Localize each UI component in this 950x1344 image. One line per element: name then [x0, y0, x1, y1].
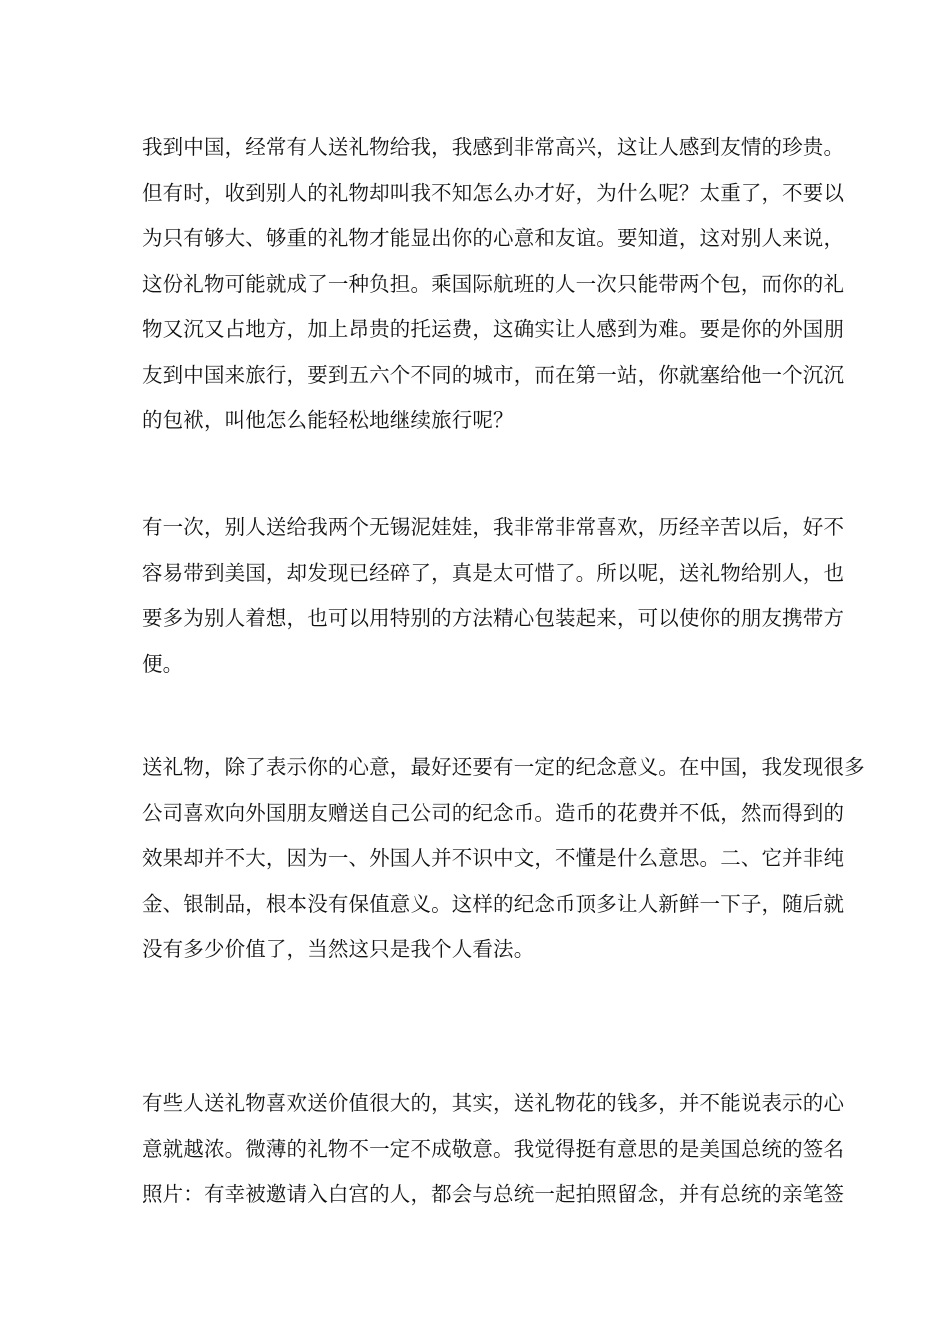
paragraph-line: 意就越浓。微薄的礼物不一定不成敬意。我觉得挺有意思的是美国总统的签名	[142, 1136, 845, 1161]
paragraph-line: 有些人送礼物喜欢送价值很大的，其实，送礼物花的钱多，并不能说表示的心	[142, 1091, 845, 1115]
paragraph-line: 金、银制品，根本没有保值意义。这样的纪念币顶多让人新鲜一下子，随后就	[142, 891, 845, 916]
paragraph-line: 物又沉又占地方，加上昂贵的托运费，这确实让人感到为难。要是你的外国朋	[142, 317, 845, 341]
paragraph-line: 容易带到美国，却发现已经碎了，真是太可惜了。所以呢，送礼物给别人，也	[142, 560, 845, 585]
paragraph-line: 友到中国来旅行，要到五六个不同的城市，而在第一站，你就塞给他一个沉沉	[142, 362, 845, 387]
paragraph-line: 公司喜欢向外国朋友赠送自己公司的纪念币。造币的花费并不低，然而得到的	[142, 800, 845, 825]
paragraph-3	[142, 745, 865, 973]
paragraph-line: 我到中国，经常有人送礼物给我，我感到非常高兴，这让人感到友情的珍贵。	[142, 135, 845, 159]
paragraph-line: 有一次，别人送给我两个无锡泥娃娃，我非常非常喜欢，历经辛苦以后，好不	[142, 515, 845, 539]
paragraph-line: 但有时，收到别人的礼物却叫我不知怎么办才好，为什么呢？太重了，不要以	[142, 180, 845, 205]
paragraph-line: 的包袱，叫他怎么能轻松地继续旅行呢？	[142, 408, 514, 432]
paragraph-4	[142, 1081, 845, 1218]
paragraph-line: 没有多少价值了，当然这只是我个人看法。	[142, 937, 535, 961]
paragraph-line: 送礼物，除了表示你的心意，最好还要有一定的纪念意义。在中国，我发现很多	[142, 755, 865, 779]
paragraph-line: 为只有够大、够重的礼物才能显出你的心意和友谊。要知道，这对别人来说，	[142, 226, 845, 250]
paragraph-line: 便。	[142, 651, 184, 676]
paragraph-line: 这份礼物可能就成了一种负担。乘国际航班的人一次只能带两个包，而你的礼	[142, 271, 845, 296]
paragraph-line: 照片：有幸被邀请入白宫的人，都会与总统一起拍照留念，并有总统的亲笔签	[142, 1182, 845, 1206]
paragraph-line: 效果却并不大，因为一、外国人并不识中文，不懂是什么意思。二、它并非纯	[142, 846, 845, 870]
paragraph-line: 要多为别人着想，也可以用特别的方法精心包装起来，可以使你的朋友携带方	[142, 606, 845, 630]
paragraph-2	[142, 505, 845, 687]
paragraph-1	[142, 125, 845, 444]
